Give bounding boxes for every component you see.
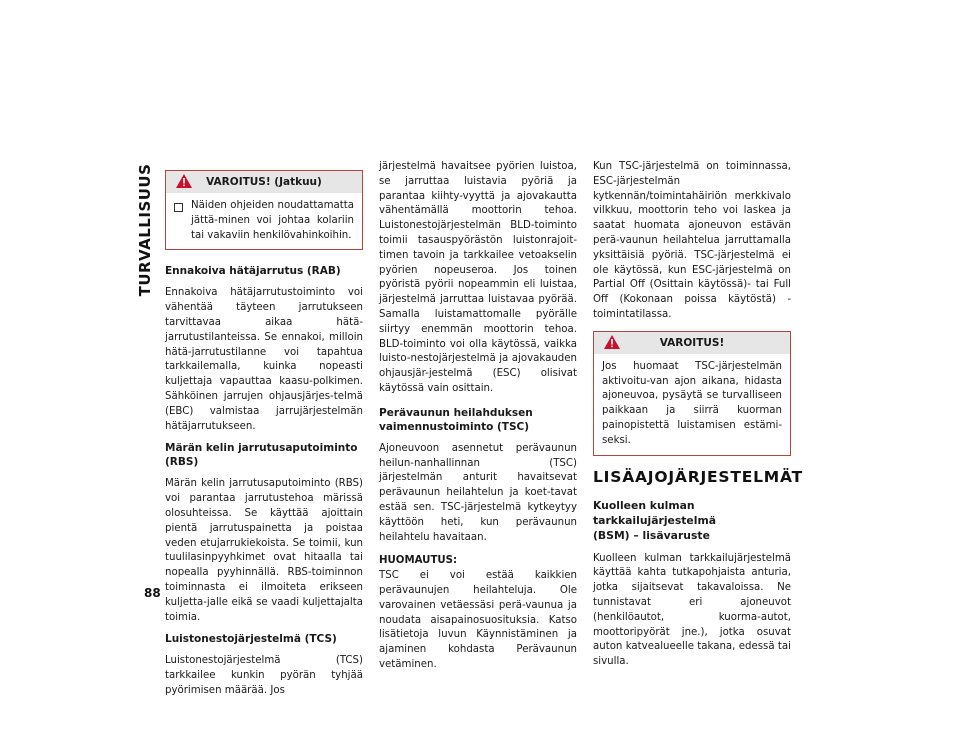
tsc-heading-line-1: Perävaunun heilahduksen (379, 406, 533, 419)
warning-text: Jos huomaat TSC-järjestelmän aktivoitu-van ajon aikana, hidasta ajoneuvoa, pysäytä se turvalliseen paikkaan ja siirrä kuorman painopistettä luistamisen estämi-seksi. (602, 360, 782, 446)
warning-bullet-item (174, 199, 354, 243)
warning-title: VAROITUS! (Jatkuu) (206, 176, 322, 188)
rab-paragraph: Ennakoiva hätäjarrutustoiminto voi vähentää täyteen jarrutukseen tarvittavaa aikaa hätä-jarrutustilanteissa. Se ennakoi, milloin hätä-jarrutustilanne voi tapahtua tarkkailemalla, kuinka nopeasti kuljettaja vapauttaa kaasu-polkimen. Sähköinen jarrujen ohjausjärjes-telmä (EBC) valmistaa jarrujärjestelmän hätäjarrutukseen. (165, 287, 363, 432)
warning-bullet-text: Näiden ohjeiden noudattamatta jättä-minen voi johtaa kolariin tai vakaviin henkilövahinkoihin. (191, 200, 354, 241)
tcs-paragraph: Luistonestojärjestelmä (TCS) tarkkailee kunkin pyörän tyhjää pyörimisen määrää. Jos (165, 655, 363, 696)
section-title-text: TURVALLISUUS (136, 163, 154, 297)
warning-body (594, 354, 790, 455)
section-heading: LISÄAJOJÄRJESTELMÄT (593, 467, 803, 486)
rab-heading: Ennakoiva hätäjarrutus (RAB) (165, 265, 341, 278)
warning-header (594, 332, 790, 354)
warning-triangle-icon (604, 335, 620, 349)
tsc-paragraph: Ajoneuvoon asennetut perävaunun heilun-nanhallinnan (TSC) järjestelmän anturit havaitsevat perävaunun heilahtelun ja koet-tavat estää sen. TSC-järjestelmä kytkeytyy käyttöön heti, kun perävaunun heilahtelu havaitaan. (379, 442, 577, 543)
rbs-paragraph: Märän kelin jarrutusaputoiminto (RBS) voi parantaa jarrutustehoa märissä olosuhteissa. Se käyttää ajoittain pientä jarrutuspainetta ja poistaa veden etujarrukiekoista. Se toimii, kun tuulilasinpyyhkimet ovat hitaalla tai nopealla pyyhinnällä. RBS-toiminnon toiminnasta ei ilmoiteta erikseen kuljetta-jalle eikä se vaadi kuljettajalta toimia. (165, 478, 363, 623)
warning-box (593, 331, 791, 456)
tcs-heading: Luistonestojärjestelmä (TCS) (165, 633, 337, 646)
tsc-heading (379, 406, 577, 434)
warning-header (166, 171, 362, 193)
warning-body (166, 193, 362, 249)
column-1 (165, 170, 363, 706)
bsm-heading-line-2: (BSM) – lisävaruste (593, 528, 710, 542)
rbs-heading: Märän kelin jarrutusaputoiminto (RBS) (165, 442, 358, 469)
note-label: HUOMAUTUS: (379, 555, 458, 567)
note-paragraph: TSC ei voi estää kaikkien perävaunujen heilahteluja. Ole varovainen vetäessäsi perä-vaunua ja noudata aisapainosuosituksia. Katso lisätietoja luvun Käynnistäminen ja ajaminen kohdasta Perävaunun vetäminen. (379, 570, 577, 670)
bsm-heading-line-1: Kuolleen kulman tarkkailujärjestelmä (593, 498, 716, 527)
bsm-heading (593, 498, 791, 543)
warning-title: VAROITUS! (659, 336, 725, 349)
bsm-paragraph: Kuolleen kulman tarkkailujärjestelmä käyttää kahta tutkapohjaista anturia, jotka sijaitsevat takavaloissa. Ne tunnistavat eri ajoneuvot (henkilöautot, kuorma-autot, moottoripyörät jne.), jotka osuvat auton katvealueelle takana, edessä tai sivulla. (593, 552, 791, 668)
square-bullet-icon (174, 203, 183, 212)
tcs-paragraph-continued: järjestelmä havaitsee pyörien luistoa, se jarruttaa luistavia pyöriä ja parantaa kiihty-vyyttä ja ajovakautta vähentämällä moottorin tehoa. Luistonestojärjestelmän BLD-toiminto toimii tasauspyörästön luistonrajoit-timen tavoin ja tarkkailee vetoakselin pyörien nopeuseroa. Jos toinen pyöristä pyörii nopeammin eli luistaa, järjestelmä jarruttaa luistavaa pyörää. Samalla luistamattomalle pyörälle siirtyy enemmän moottorin tehoa. BLD-toiminto voi olla käytössä, vaikka luisto-nestojärjestelmä ja ajovakauden ohjausjär-jestelmä (ESC) olisivat käytössä vain osittain. (379, 161, 577, 394)
warning-box-continued (165, 170, 363, 250)
tsc-paragraph-continued: Kun TSC-järjestelmä on toiminnassa, ESC-järjestelmän kytkennän/toimintahäiriön merkkivalo vilkkuu, moottorin teho voi laskea ja saatat huomata ajoneuvon estävän perä-vaunun heilahtelua jarruttamalla yksittäisiä pyöriä. TSC-järjestelmä ei ole käytössä, kun ESC-järjestelmä on Partial Off (Osittain käytössä)- tai Full Off (Kokonaan poissa käytöstä) -toimintatilassa. (593, 161, 791, 320)
section-side-title (126, 160, 164, 300)
warning-triangle-icon (176, 174, 192, 188)
column-3 (593, 160, 803, 677)
page-number: 88 (144, 586, 161, 600)
tsc-heading-line-2: vaimennustoiminto (TSC) (379, 420, 530, 433)
column-2 (379, 160, 577, 680)
